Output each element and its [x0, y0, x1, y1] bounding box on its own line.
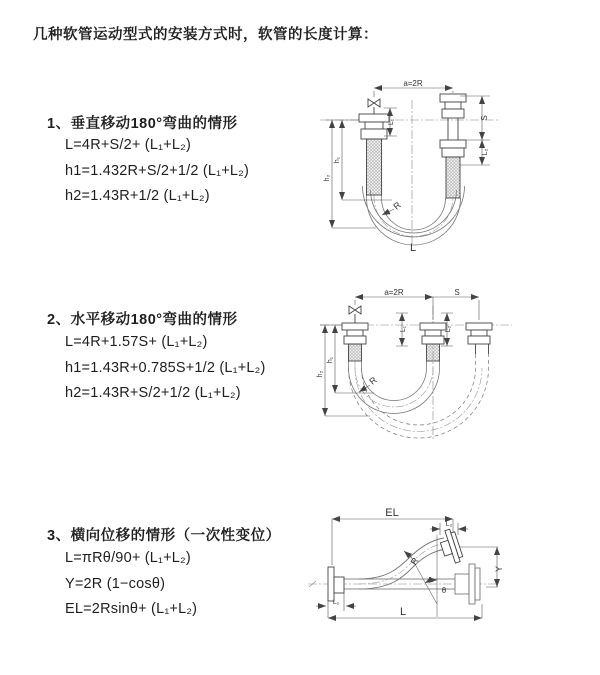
middle-fitting	[420, 323, 446, 361]
dim-label-l2: L₂	[445, 325, 452, 333]
dim-label-h1: h₁	[327, 356, 334, 364]
dim-label-r: R	[408, 555, 421, 567]
formula-line: h2=1.43R+1/2 (L₁+L₂)	[65, 188, 210, 205]
hose-curves-solid	[349, 361, 440, 414]
section-3-heading: 3、横向位移的情形（一次性变位）	[47, 528, 281, 544]
formula-line: L=πRθ/90+ (L₁+L₂)	[65, 550, 191, 566]
dim-label-l1: L₁	[400, 325, 407, 333]
dim-label-r: R	[367, 374, 379, 387]
dim-label-a2r: a=2R	[403, 79, 423, 88]
dim-label-l2: L₂	[445, 521, 453, 528]
formula-line: h2=1.43R+S/2+1/2 (L₁+L₂)	[65, 385, 241, 402]
section-3-formulas	[65, 546, 197, 623]
left-fitting	[342, 323, 368, 361]
dim-label-l: L	[409, 242, 417, 254]
diagram-horizontal-180-bend	[312, 288, 600, 463]
valve-icon	[349, 306, 361, 323]
formula-line: Y=2R (1−cosθ)	[65, 575, 166, 592]
formula-line: L=4R+S/2+ (L₁+L₂)	[65, 137, 191, 153]
diagram-vertical-180-bend	[312, 78, 600, 256]
left-flange	[328, 567, 344, 601]
page-title: 几种软管运动型式的安装方式时，软管的长度计算：	[33, 27, 378, 43]
dim-label-h2: h₂	[317, 370, 324, 378]
dim-label-h1: h₁	[334, 156, 341, 164]
hose-curves-shifted	[349, 354, 489, 438]
upper-right-flange	[437, 528, 464, 566]
dimension-lines	[320, 297, 479, 416]
theta-construction	[410, 535, 437, 617]
formula-line: L=4R+1.57S+ (L₁+L₂)	[65, 334, 208, 350]
section-1-heading: 1、垂直移动180°弯曲的情形	[47, 116, 238, 132]
right-fitting	[440, 94, 466, 198]
dim-label-h2: h₂	[324, 174, 331, 182]
section-2-heading: 2、水平移动180°弯曲的情形	[47, 312, 238, 328]
formula-line: h1=1.432R+S/2+1/2 (L₁+L₂)	[65, 162, 250, 179]
section-2-formulas	[65, 330, 266, 407]
left-fitting	[359, 114, 389, 195]
diagram-lateral-displacement	[300, 505, 600, 645]
dim-label-l2: L₂	[482, 148, 489, 156]
dim-label-s: S	[480, 115, 489, 121]
section-1-formulas	[65, 133, 249, 210]
dim-label-l: L	[399, 606, 407, 618]
dim-label-a2r: a=2R	[384, 288, 404, 297]
dim-label-y: Y	[494, 565, 504, 573]
right-fitting-shifted	[466, 323, 492, 354]
dim-label-r: R	[391, 199, 403, 212]
dim-label-s: S	[454, 288, 460, 297]
formula-line: EL=2Rsinθ+ (L₁+L₂)	[65, 601, 198, 618]
valve-icon	[368, 99, 380, 114]
centerlines	[320, 100, 500, 244]
dim-label-theta: θ	[441, 586, 447, 595]
dim-label-l1: L₁	[388, 118, 395, 126]
dim-label-l1: L₁	[332, 599, 340, 606]
hose-s-curve	[358, 538, 446, 589]
dimension-lines	[326, 88, 490, 228]
formula-line: h1=1.43R+0.785S+1/2 (L₁+L₂)	[65, 359, 266, 376]
dim-label-el: EL	[385, 507, 399, 519]
